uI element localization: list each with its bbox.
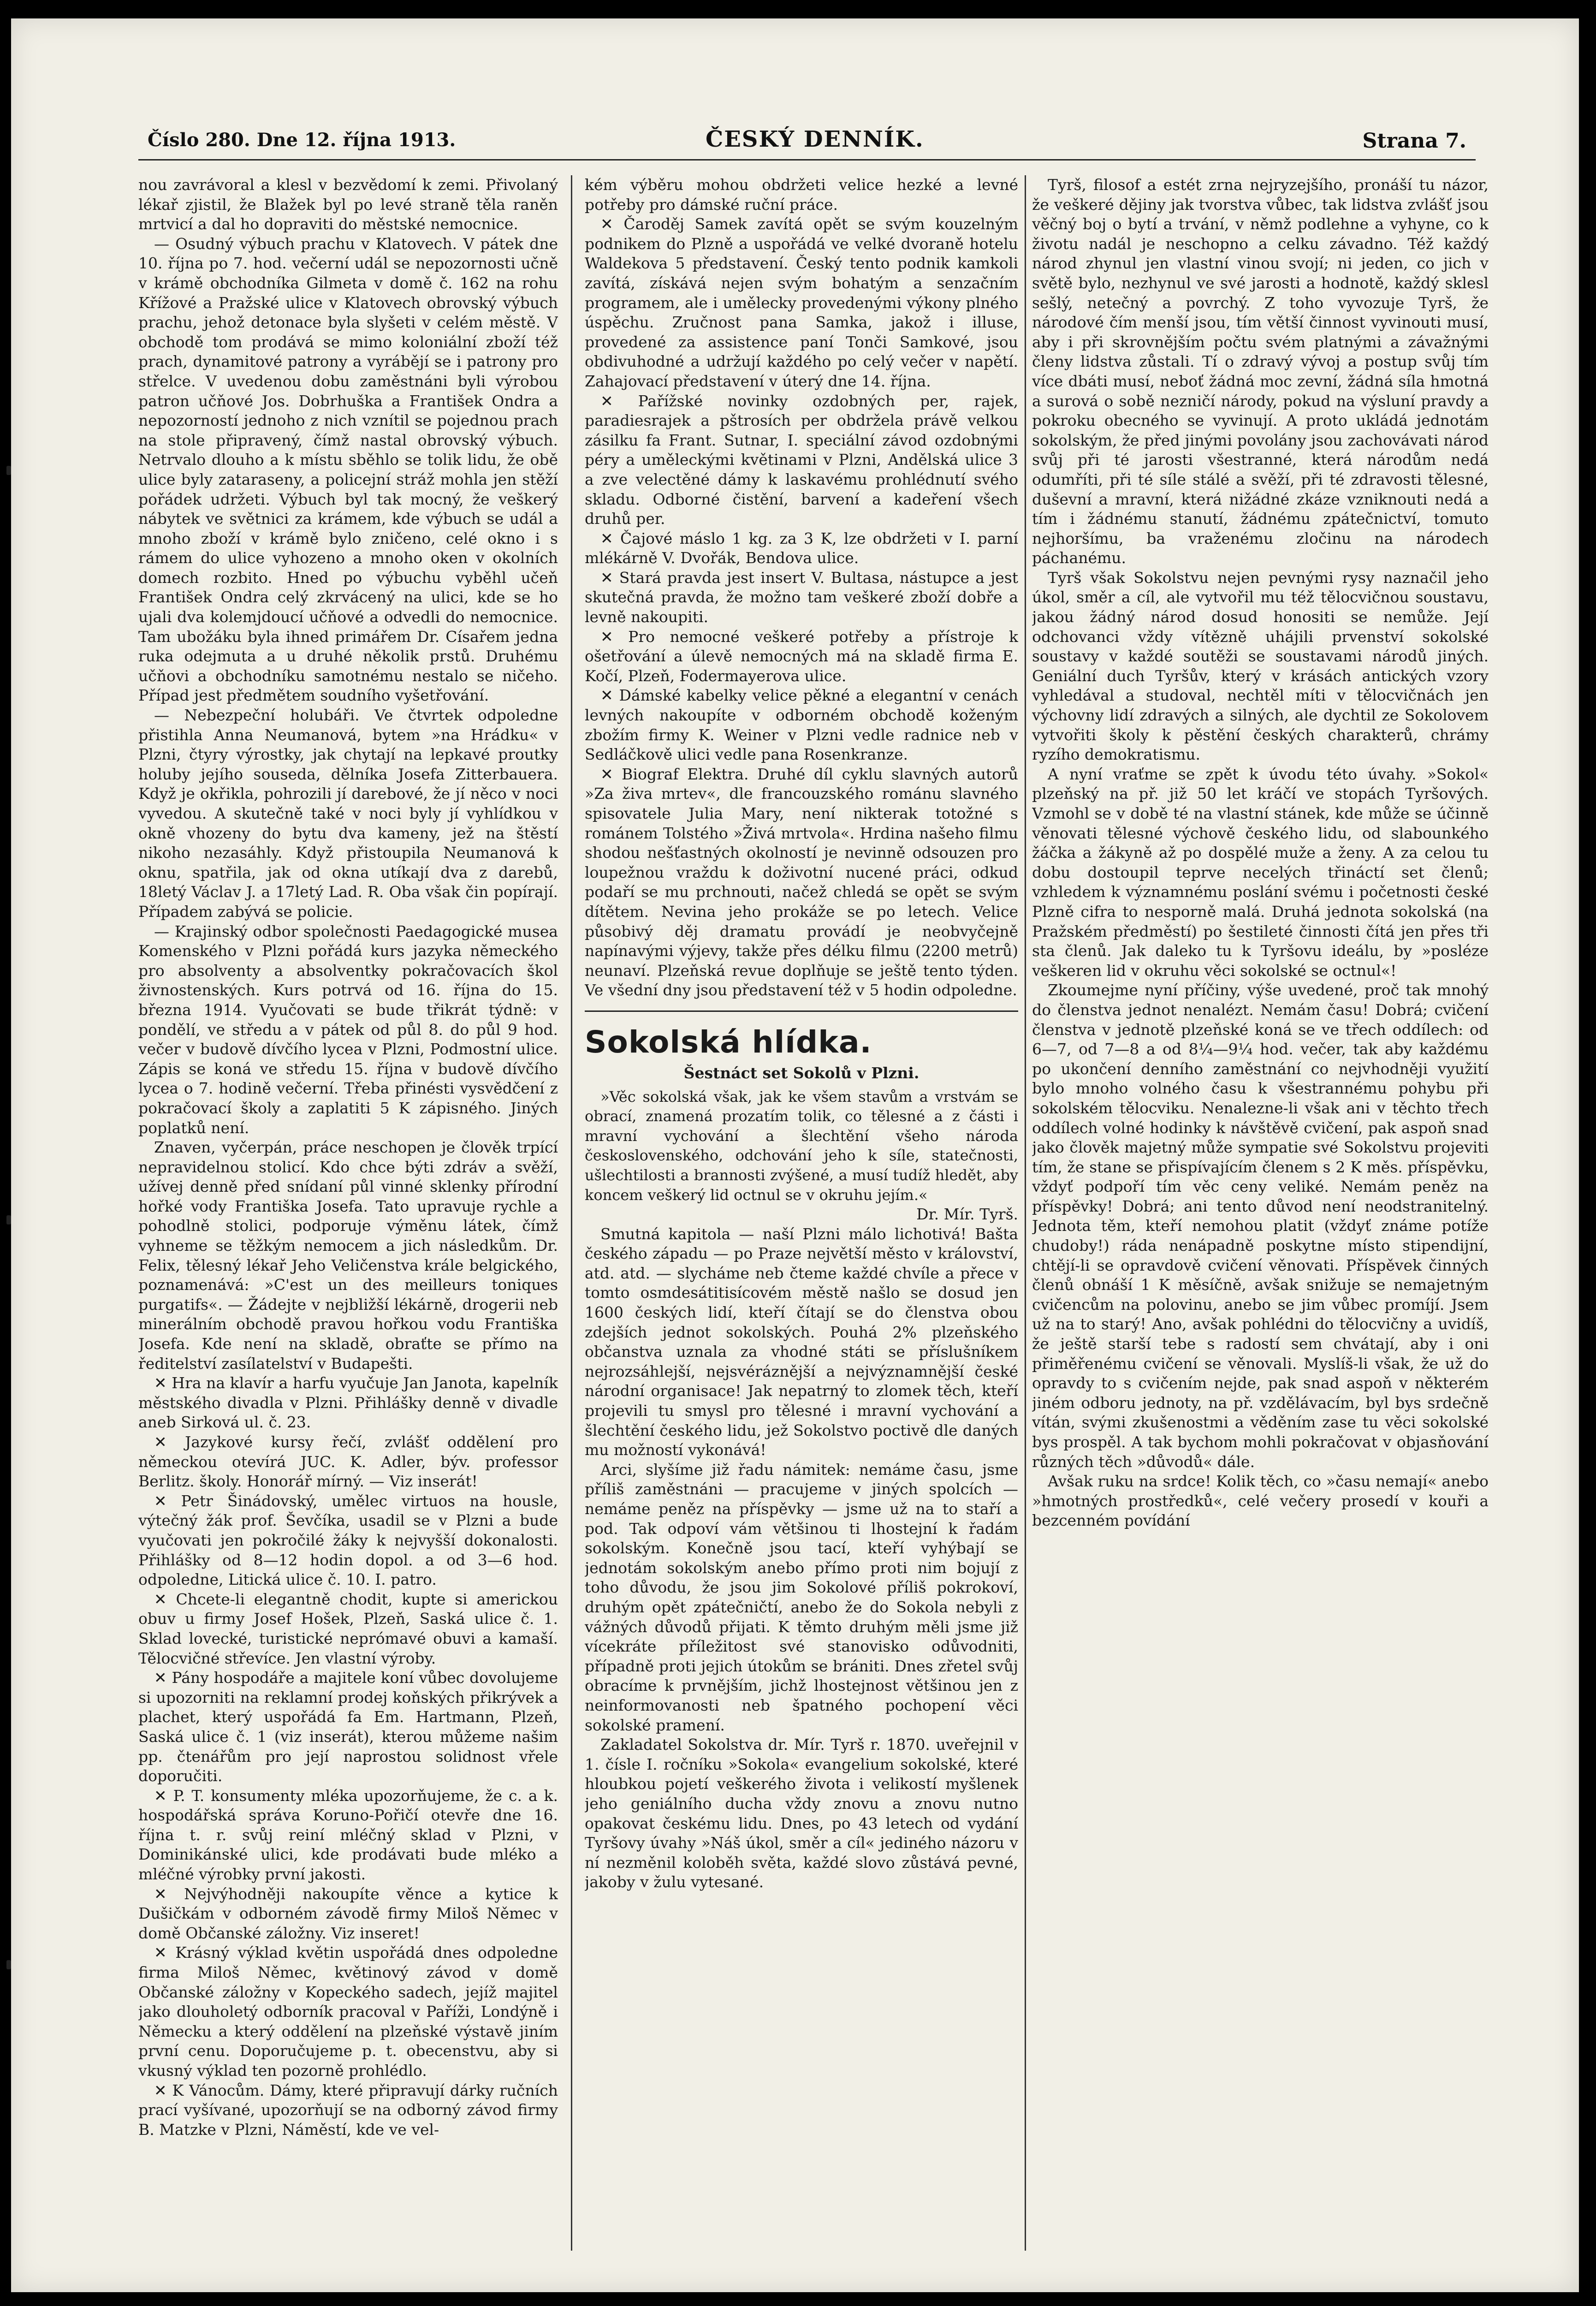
paragraph: Tyrš, filosof a estét zrna nejryzejšího, pronáší tu názor, že veškeré dějiny jak tvorstva vůbec, tak lidstva zvlášť jsou věčný boj o bytí a trvání, v němž podlehne a vyhyne, co k životu nadál je neschopno a celku závadno. Též každý národ zhynul jen vlastní vinou svojí; ni jeden, co jich v světě bylo, nezhynul ve své jarosti a hodnotě, každý sklesl sešlý, netečný a povrchý. Z toho vyvozuje Tyrš, že národové čím menší jsou, tím větší činnost vyvinouti musí, aby i při skrovnějším počtu svém platnými a závažnými členy lidstva zůstali. Tí o zdravý vývoj a postup svůj tím více dbáti musí, neboť žádná moc zevní, žádná síla hmotná a surová o sobě nezničí národy, pokud na výsluní pravdy a pokroku obecného se vyvinují. A proto ukládá jednotám sokolským, že před jinými povolány jsou zachovávati národ svůj při té jarosti všestranné, která národům nedá odumříti, při té síle stálé a svěží, při té zdravosti tělesné, duševní a mravní, která nižádné zkáze vzniknouti nedá a tím i žádnému stanutí, žádnému zpátečnictví, tomuto nejhoršímu, ba vraženému zločinu na národech páchanému.	[1032, 176, 1489, 567]
column-2-notices	[585, 175, 1018, 1000]
paragraph: — Nebezpeční holubáři. Ve čtvrtek odpoledne přistihla Anna Neumanová, bytem »na Hrádku« v Plzni, čtyry výrostky, jak chytají na lepkavé proutky holuby jejího souseda, dělníka Josefa Zitterbauera. Když je okřikla, pohrozili jí darebové, že jí něco v noci vyvedou. A skutečně také v noci byly jí vyhlídkou v okně vhozeny do bytu dva kameny, jež na štěstí nikoho nezasáhly. Když přistoupila Neumanová k oknu, spatřila, jak od okna utíkají dva z darebů, 18letý Václav J. a 17letý Lad. R. Oba však čin popírají. Případem zabývá se policie.	[138, 706, 558, 921]
paragraph: ✕ P. T. konsumenty mléka upozorňujeme, že c. a k. hospodářská správa Koruno-Pořičí otevře dne 16. října t. r. svůj reiní mléčný sklad v Plzni, v Dominikánské ulici, kde prodávati bude mléko a mléčné výrobky první jakosti.	[138, 1786, 558, 1884]
paragraph: — Krajinský odbor společnosti Paedagogické musea Komenského v Plzni pořádá kurs jazyka německého pro absolventy a absolventky pokračovacích škol živnostenských. Kurs potrvá od 16. října do 15. března 1914. Vyučovati se bude třikrát týdně: v pondělí, ve středu a v pátek od půl 8. do půl 9 hod. večer v budově dívčího lycea v Plzni, Podmostní ulice. Zápis se koná ve středu 15. října v budově dívčího lycea o 7. hodině večerní. Třeba přinésti vysvědčení z pokračovací školy a zaplatiti 5 K zápisného. Jiných poplatků není.	[138, 922, 558, 1137]
paragraph: ✕ K Vánocům. Dámy, které připravují dárky ručních prací vyšívané, upozorňují se na odborný závod firmy B. Matzke v Plzni, Náměstí, kde ve vel-	[138, 2081, 558, 2139]
paragraph: ✕ Biograf Elektra. Druhé díl cyklu slavných autorů »Za živa mrtev«, dle francouzského románu slavného spisovatele Julia Mary, není nikterak totožné s románem Tolstého »Živá mrtvola«. Hrdina našeho filmu shodou nešťastných okolností je nevinně odsouzen pro loupežnou vraždu k doživotní nucené práci, odkud podaří se mu prchnouti, načež chledá se opět se svým dítětem. Nevina jeho prokáže se po letech. Velice působivý děj dramatu provádí je neobvyčejně napínavými výjevy, takže přes délku filmu (2200 metrů) neunaví. Plzeňská revue doplňuje se ještě tento týden. Ve všední dny jsou představení též v 5 hodin odpoledne.	[585, 765, 1018, 999]
section-rule	[585, 1010, 1018, 1012]
paragraph: ✕ Dámské kabelky velice pěkné a elegantní v cenách levných nakoupíte v odborném obchodě koženým zbožím firmy K. Weiner v Plzni vedle radnice neb v Sedláčkově ulici vedle pana Rosenkranze.	[585, 686, 1018, 764]
column-1	[138, 175, 558, 2255]
column-3	[1032, 175, 1489, 2255]
paragraph: Arci, slyšíme již řadu námitek: nemáme času, jsme příliš zaměstnáni — pracujeme v jiných spolcích — nemáme peněz na příspěvky — jsme už na to staří a pod. Tak odpoví vám většinou ti lhostejní k řadám sokolským. Konečně jsou tací, kteří vyhýbají se jednotám sokolským anebo přímo proti nim bojují z toho důvodu, že jsou jim Sokolové příliš pokrokoví, druhým opět zpátečničtí, anebo že do Sokola nebyli z vážných důvodů přijati. K těmto druhým měli jsme již vícekráte příležitost své stanovisko odůvodniti, případně proti jejich útokům se brániti. Dnes zřetel svůj obracíme k prvnějším, jichž lhostejnost většinou jen z neinformovanosti neb špatného pochopení věci sokolské pramení.	[585, 1460, 1018, 1734]
paragraph: ✕ Chcete-li elegantně chodit, kupte si americkou obuv u firmy Josef Hošek, Plzeň, Saská ulice č. 1. Sklad lovecké, turistické neprómavé obuvi a kamaší. Tělocvičné střevíce. Jen vlastní výroby.	[138, 1590, 558, 1667]
motto-quote: »Věc sokolská však, jak ke všem stavům a vrstvám se obrací, znamená prozatím tolik, co tělesné a z části i mravní vychování a šlechtění všeho národa československého, odchování jeho k síle, statečnosti, ušlechtilosti a brannosti zvýšené, a musí tudíž hledět, aby koncem veškerý lid octnul se v okruhu jejím.«	[585, 1088, 1018, 1204]
paragraph: Zkoumejme nyní příčiny, výše uvedené, proč tak mnohý do členstva jednot nenalézt. Nemám času! Dobrá; cvičení členstva v jednotě plzeňské koná se ve třech oddílech: od 6—7, od 7—8 a od 8¼—9¼ hod. večer, tak aby každému po ukončení denního zaměstnání co nejvhodněji využití bylo mnoho volného času k všestrannému pohybu při sokolském tělocviku. Nenalezne-li však ani v těchto třech oddílech volné hodinky k návštěvě cvičení, pak aspoň snad jako člověk majetný může sympatie své Sokolstvu projeviti tím, že stane se přispívajícím členem s 2 K měs. příspěvku, vždyť podpoří tím věc ceny veliké. Nemám peněz na příspěvky! Dobrá; ani tento důvod není neodstranitelný. Jednota těm, kteří nemohou platit (vždyť známe potíže chudoby!) ráda nenápadně poskytne místo stipendijní, chtějí-li se opravdově cvičení věnovati. Příspěvek činných členů obnáší 1 K měsíčně, avšak snižuje se nemajetným cvičencům na polovinu, anebo se jim vůbec promíjí. Jsem už na to starý! Ano, avšak pohlédni do tělocvičny a uvidíš, že ještě starší tebe s radostí sem chvátají, aby i oni přiměřenému cvičení se věnovali. Myslíš-li však, že už do opravdy to s cvičením nejde, pak snad aspoň v některém jiném odboru jednoty, na př. vzdělávacím, byl bys srdečně vítán, svými zkušenostmi a věděním zase tu věci sokolské bys prospěl. A tak bychom mohli pokračovat v objasňování různých těch »důvodů« dále.	[1032, 981, 1489, 1471]
paragraph: ✕ Hra na klavír a harfu vyučuje Jan Janota, kapelník městského divadla v Plzni. Přihlášky denně v divadle aneb Sirková ul. č. 23.	[138, 1374, 558, 1432]
paragraph: ✕ Petr Šinádovský, umělec virtuos na housle, výtečný žák prof. Ševčíka, usadil se v Plzni a bude vyučovati jen pokročilé žáky k nejvyšší dokonalosti. Přihlášky od 8—12 hodin dopol. a od 3—6 hod. odpoledne, Litická ulice č. 10. I. patro.	[138, 1492, 558, 1589]
paragraph: A nyní vraťme se zpět k úvodu této úvahy. »Sokol« plzeňský na př. již 50 let kráčí ve stopách Tyršových. Vzmohl se v době té na vlastní stánek, kde může se účinně věnovati tělesné výchově českého lidu, od slabounkého žáčka a žákyně až po dospělé muže a ženy. A za celou tu dobu dostoupil teprve necelých třináctí set členů; vzhledem k významnému poslání svému i početnosti české Plzně cifra to nesporně malá. Druhá jednota sokolská (na Pražském předměstí) po šestileté činnosti čítá jen přes tři sta členů. Jak daleko tu k Tyršovu ideálu, by »posléze veškeren lid v okruhu věci sokolské se octnul«!	[1032, 765, 1489, 980]
page-header	[148, 126, 1466, 166]
issue-date: Číslo 280. Dne 12. října 1913.	[148, 129, 456, 151]
column-2-article	[585, 1224, 1018, 1892]
paragraph: ✕ Pro nemocné veškeré potřeby a přístroje k ošetřování a úlevě nemocných má na skladě firma E. Kočí, Plzeň, Fodermayerova ulice.	[585, 627, 1018, 685]
header-rule	[138, 159, 1476, 160]
column-rule	[571, 175, 572, 2251]
paragraph: Smutná kapitola — naší Plzni málo lichotivá! Bašta českého západu — po Praze největší město v království, atd. atd. — slycháme neb čteme každé chvíle a přece v tomto osmdesátitisícovém městě našlo se dosud jen 1600 českých lidí, kteří čítají se do členstva obou zdejších jednot sokolských. Pouhá 2% plzeňského občanstva uznala za vhodné státi se příslušníkem nejrozsáhlejší, nejsvéráznější a nejvýznamnější české národní organisace! Jak nepatrný to zlomek těch, kteří projevili tu smysl pro tělesné i mravní vychování a šlechtění českého lidu, jež Sokolstvo poctivě dle daných mu možností vykonává!	[585, 1224, 1018, 1459]
paragraph: ✕ Pařížské novinky ozdobných per, rajek, paradiesrajek a pštrosích per obdržela právě velkou zásilku fa Frant. Sutnar, I. speciální závod ozdobnými péry a uměleckými květinami v Plzni, Andělská ulice 3 a zve velectěné dámy k laskavému prohlédnutí svého skladu. Odborné čistění, barvení a kadeření všech druhů per.	[585, 392, 1018, 528]
binding-mark	[6, 1960, 11, 1969]
paragraph: ✕ Čajové máslo 1 kg. za 3 K, lze obdržeti v I. parní mlékárně V. Dvořák, Bendova ulice.	[585, 529, 1018, 567]
paragraph: kém výběru mohou obdržeti velice hezké a levné potřeby pro dámské ruční práce.	[585, 176, 1018, 214]
paragraph: ✕ Jazykové kursy řečí, zvlášť oddělení pro německou otevírá JUC. K. Adler, býv. professor Berlitz. školy. Honorář mírný. — Viz inserát!	[138, 1433, 558, 1491]
paragraph: nou zavrávoral a klesl v bezvědomí k zemi. Přivolaný lékař zjistil, že Blažek byl po levé straně těla raněn mrtvicí a dal ho dopraviti do městské nemocnice.	[138, 176, 558, 233]
paragraph: ✕ Pány hospodáře a majitele koní vůbec dovolujeme si upozorniti na reklamní prodej koňských přikrývek a plachet, který uspořádá fa Em. Hartmann, Plzeň, Saská ulice č. 1 (viz inserát), kterou můžeme našim pp. čtenářům pro její naprostou solidnost vřele doporučiti.	[138, 1669, 558, 1785]
section-subtitle: Šestnáct set Sokolů v Plzni.	[683, 1064, 920, 1082]
page-number: Strana 7.	[1362, 129, 1466, 153]
section-title: Sokolská hlídka.	[585, 1024, 872, 1060]
paragraph: ✕ Stará pravda jest insert V. Bultasa, nástupce a jest skutečná pravda, že možno tam veškeré zboží dobře a levně nakoupiti.	[585, 568, 1018, 626]
paragraph: Znaven, vyčerpán, práce neschopen je člověk trpící nepravidelnou stolicí. Kdo chce býti zdráv a svěží, užívej denně před snídaní půl vinné sklenky přírodní hořké vody Františka Josefa. Tato upravuje rychle a pohodlně stolici, podporuje výměnu látek, čímž vyhneme se těžkým nemocem a jich následkům. Dr. Felix, tělesný lékař Jeho Veličenstva krále belgického, poznamenává: »C'est un des meilleurs toniques purgatifs«. — Žádejte v nejbližší lékárně, drogerii neb minerálním obchodě pravou hořkou vodu Františka Josefa. Kde není na skladě, obraťte se přímo na ředitelství zasílatelství v Budapešti.	[138, 1138, 558, 1373]
binding-mark	[6, 1215, 11, 1224]
paragraph: Avšak ruku na srdce! Kolik těch, co »času nemají« anebo »hmotných prostředků«, celé večery prosedí v kouři a bezcenném povídání	[1032, 1472, 1489, 1530]
paragraph: ✕ Čaroděj Samek zavítá opět se svým kouzelným podnikem do Plzně a uspořádá ve velké dvoraně hotelu Waldekova 5 představení. Český tento podnik kamkoli zavítá, získává nejen svým bohatým a senzačním programem, ale i umělecky provedenými výkony plného úspěchu. Zručnost pana Samka, jakož i illuse, provedené za assistence paní Tonči Samkové, jsou obdivuhodné a udržují každého po celý večer v napětí. Zahajovací představení v úterý dne 14. října.	[585, 215, 1018, 390]
binding-mark	[6, 466, 11, 475]
masthead: ČESKÝ DENNÍK.	[706, 126, 924, 152]
column-rule	[1025, 175, 1026, 2251]
paragraph: Tyrš však Sokolstvu nejen pevnými rysy naznačil jeho úkol, směr a cíl, ale vytvořil mu též tělocvičnou soustavu, jakou žádný národ dosud honositi se nemůže. Její odchovanci vždy vítězně uhájili prvenství sokolské soustavy v každé soutěži se soustavami národů jiných. Geniální duch Tyršův, který v krásách antických vzory vyhledával a studoval, nechtěl míti v tělocvičnách jen výchovny lidí zdravých a silných, ale dychtil ze Sokolovem vytvořiti školy k pěstění českých charakterů, chrámy ryzího demokratismu.	[1032, 568, 1489, 764]
motto-signature: Dr. Mír. Tyrš.	[916, 1205, 1018, 1224]
paragraph: — Osudný výbuch prachu v Klatovech. V pátek dne 10. října po 7. hod. večerní udál se nepozornosti učně v krámě obchodníka Gilmeta v domě č. 162 na rohu Křížové a Pražské ulice v Klatovech obrovský výbuch prachu, jehož detonace byla slyšeti v celém městě. V obchodě tom prodává se mimo koloniální zboží též prach, dynamitové patrony a vyrábějí se i patrony pro střelce. V uvedenou dobu zaměstnáni byli výrobou patron učňové Jos. Dobrhuška a František Ondra a nepozorností jednoho z nich vznítil se pojednou prach na stole připravený, čímž nastal obrovský výbuch. Netrvalo dlouho a k místu sběhlo se tolik lidu, že obě ulice byly zataraseny, a policejní stráž mohla jen stěží pořádek udržeti. Výbuch byl tak mocný, že veškerý nábytek ve světnici za krámem, kde výbuch se udál a mnoho zboží v krámě bylo zničeno, celé okno i s rámem do ulice vyhozeno a mnoho oken v okolních domech rozbito. Hned po výbuchu vyběhl učeň František Ondra celý zkrvácený na ulici, kde se ho ujali dva kolemjdoucí učňové a odvedli do nemocnice. Tam ubožáku byla ihned primářem Dr. Císařem jedna ruka odejmuta a u druhé několik prstů. Druhému učňovi a obchodníku samotnému nestalo se ničeho. Případ jest předmětem soudního vyšetřování.	[138, 234, 558, 705]
column-2	[585, 175, 1018, 2255]
paragraph: ✕ Nejvýhodněji nakoupíte věnce a kytice k Dušičkám v odborném závodě firmy Miloš Němec v domě Občanské záložny. Viz inseret!	[138, 1884, 558, 1942]
paragraph: ✕ Krásný výklad květin uspořádá dnes odpoledne firma Miloš Němec, květinový závod v domě Občanské záložny v Kopeckého sadech, jejíž majitel jako dlouholetý odborník pracoval v Paříži, Londýně i Německu a který oddělení na plzeňské výstavě jiním první cenu. Doporučujeme p. t. obecenstvu, aby si vkusný výklad ten pozorně prohlédlo.	[138, 1943, 558, 2080]
paragraph: Zakladatel Sokolstva dr. Mír. Tyrš r. 1870. uveřejnil v 1. čísle I. ročníku »Sokola« evangelium sokolské, které hloubkou pojetí veškerého života i velikostí myšlenek jeho geniálního ducha vždy znovu a znovu nutno opakovat českému lidu. Dnes, po 43 letech od vydání Tyršovy úvahy »Náš úkol, směr a cíl« jediného názoru v ní nezměnil koloběh světa, každé slovo zůstává pevné, jakoby v žulu vytesané.	[585, 1735, 1018, 1891]
